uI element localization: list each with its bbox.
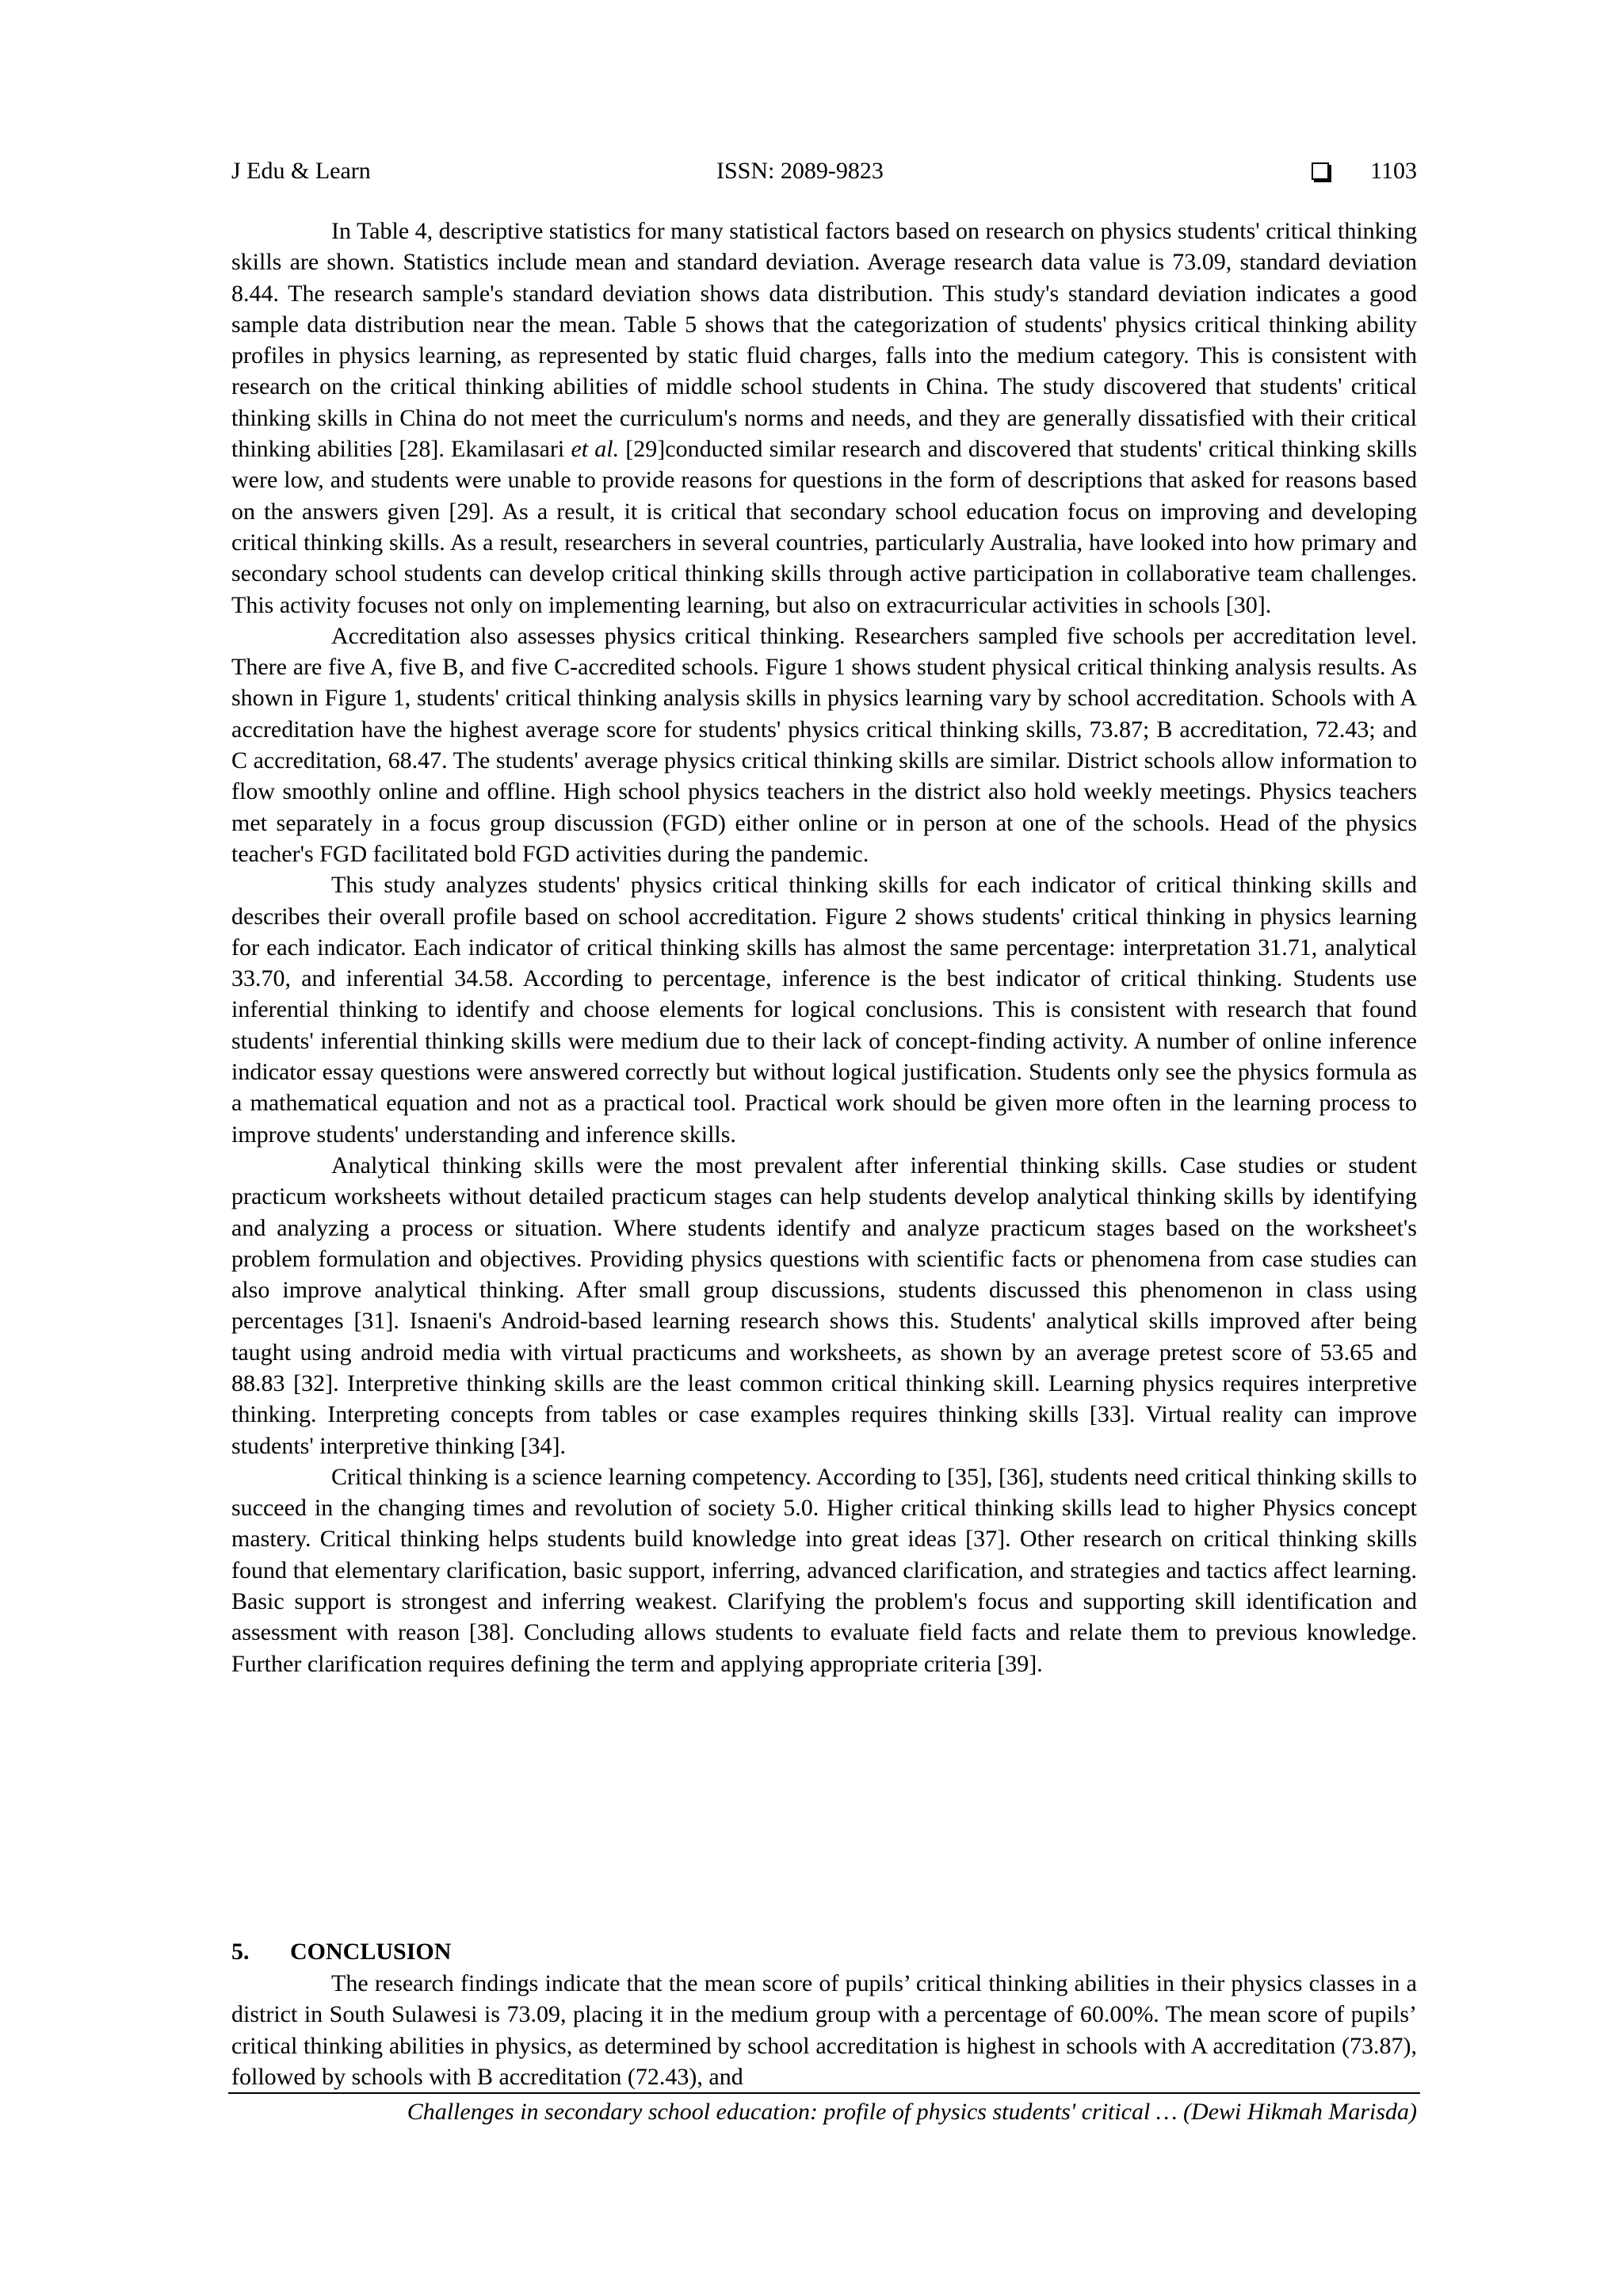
checkbox-icon — [1312, 162, 1329, 180]
running-footer: Challenges in secondary school education: profile of physics students' critical … (Dewi Hikmah Marisda) — [407, 2099, 1417, 2125]
paragraph-3: This study analyzes students' physics critical thinking skills for each indicator of critical thinking skills and describes their overall profile based on school accreditation. Figure 2 shows students' critical thinking in physics learning for each indicator. Each indicator of critical thinking skills has almost the same percentage: interpretation 31.71, analytical 33.70, and inferential 34.58. According to percentage, inference is the best indicator of critical thinking. Students use inferential thinking to identify and choose elements for logical conclusions. This is consistent with research that found students' inferential thinking skills were medium due to their lack of concept-finding activity. A number of online inference indicator essay questions were answered correctly but without logical justification. Students only see the physics formula as a mathematical equation and not as a practical tool. Practical work should be given more often in the learning process to improve students' understanding and inference skills. — [231, 872, 1417, 1148]
paragraph-1 — [231, 216, 1417, 621]
running-header — [231, 155, 1417, 187]
page-number-group — [1312, 155, 1417, 187]
paragraph-1-part-2: [29]conducted similar research and discovered that students' critical thinking skills were low, and students were unable to provide reasons for questions in the form of descriptions that asked for reasons based on the answers given [29]. As a result, it is critical that secondary school education focus on improving and developing critical thinking skills. As a result, researchers in several countries, particularly Australia, have looked into how primary and secondary school students can develop critical thinking skills through active participation in collaborative team challenges. This activity focuses not only on implementing learning, but also on extracurricular activities in schools [30]. — [231, 436, 1417, 618]
body-text — [231, 216, 1417, 1679]
paragraph-4: Analytical thinking skills were the most prevalent after inferential thinking skills. Case studies or student practicum worksheets without detailed practicum stages can help students develop analytical thinking skills by identifying and analyzing a process or situation. Where students identify and analyze practicum stages based on the worksheet's problem formulation and objectives. Providing physics questions with scientific facts or phenomena from case studies can also improve analytical thinking. After small group discussions, students discussed this phenomenon in class using percentages [31]. Isnaeni's Android-based learning research shows this. Students' analytical skills improved after being taught using android media with virtual practicums and worksheets, as shown by an average pretest score of 53.65 and 88.83 [32]. Interpretive thinking skills are the least common critical thinking skill. Learning physics requires interpretive thinking. Interpreting concepts from tables or case examples requires thinking skills [33]. Virtual reality can improve students' interpretive thinking [34]. — [231, 1152, 1417, 1459]
journal-name: J Edu & Learn — [231, 158, 371, 184]
paragraph-5: Critical thinking is a science learning competency. According to [35], [36], students need critical thinking skills to succeed in the changing times and revolution of society 5.0. Higher critical thinking skills lead to higher Physics concept mastery. Critical thinking helps students build knowledge into great ideas [37]. Other research on critical thinking skills found that elementary clarification, basic support, inferring, advanced clarification, and strategies and tactics affect learning. Basic support is strongest and inferring weakest. Clarifying the problem's focus and supporting skill identification and assessment with reason [38]. Concluding allows students to evaluate field facts and relate them to previous knowledge. Further clarification requires defining the term and applying appropriate criteria [39]. — [231, 1463, 1417, 1677]
conclusion-paragraph: The research findings indicate that the mean score of pupils’ critical thinking abilities in their physics classes in a district in South Sulawesi is 73.09, placing it in the medium group with a percentage of 60.00%. The mean score of pupils’ critical thinking abilities in physics, as determined by school accreditation is highest in schools with A accreditation (73.87), followed by schools with B accreditation (72.43), and — [231, 1970, 1417, 2090]
section-title: CONCLUSION — [290, 1939, 452, 1965]
paragraph-1-italic: et al. — [571, 436, 620, 463]
section-number: 5. — [231, 1939, 250, 1965]
paragraph-2: Accreditation also assesses physics critical thinking. Researchers sampled five schools per accreditation level. There are five A, five B, and five C-accredited schools. Figure 1 shows student physical critical thinking analysis results. As shown in Figure 1, students' critical thinking analysis skills in physics learning vary by school accreditation. Schools with A accreditation have the highest average score for students' physics critical thinking skills, 73.87; B accreditation, 72.43; and C accreditation, 68.47. The students' average physics critical thinking skills are similar. District schools allow information to flow smoothly online and offline. High school physics teachers in the district also hold weekly meetings. Physics teachers met separately in a focus group discussion (FGD) either online or in person at one of the schools. Head of the physics teacher's FGD facilitated bold FGD activities during the pandemic. — [231, 622, 1417, 867]
issn: ISSN: 2089-9823 — [716, 158, 884, 184]
page-number: 1103 — [1370, 158, 1417, 184]
section-heading-conclusion — [231, 1936, 1417, 1968]
footer-divider — [228, 2092, 1420, 2094]
paragraph-1-part-1: In Table 4, descriptive statistics for many statistical factors based on research on physics students' critical thinking skills are shown. Statistics include mean and standard deviation. Average research data value is 73.09, standard deviation 8.44. The research sample's standard deviation shows data distribution. This study's standard deviation indicates a good sample data distribution near the mean. Table 5 shows that the categorization of students' physics critical thinking ability profiles in physics learning, as represented by static fluid charges, falls into the medium category. This is consistent with research on the critical thinking abilities of middle school students in China. The study discovered that students' critical thinking skills in China do not meet the curriculum's norms and needs, and they are generally dissatisfied with their critical thinking abilities [28]. Ekamilasari — [231, 218, 1417, 463]
conclusion-text — [231, 1968, 1417, 2092]
